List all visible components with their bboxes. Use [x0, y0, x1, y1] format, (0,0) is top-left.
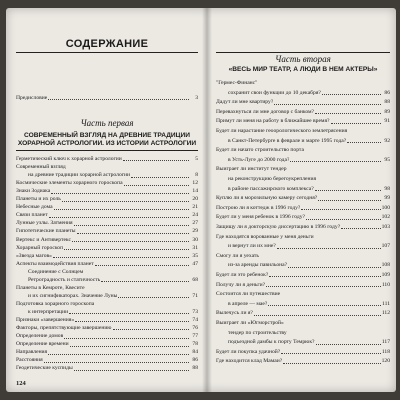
toc-entry-page: 84 — [192, 349, 198, 356]
leader-dots — [315, 190, 381, 191]
toc-entry-title: Определение домов — [16, 333, 64, 340]
toc-entry-page: 30 — [192, 236, 198, 243]
toc-entry-title: Вылечусь ли я? — [216, 310, 253, 317]
toc-entry-title: Планеты в Кемроте, Квесите — [16, 284, 85, 291]
leader-dots — [54, 209, 189, 210]
toc-entry[interactable] — [16, 341, 198, 347]
leader-dots — [44, 362, 189, 363]
toc-entry[interactable] — [216, 109, 390, 115]
toc-entry[interactable] — [216, 138, 390, 144]
leader-dots — [318, 200, 381, 201]
toc-entry[interactable] — [216, 272, 390, 278]
toc-entry-title: Где находятся ворованные у меня деньги — [216, 233, 314, 240]
toc-entry-page: 14 — [192, 188, 198, 195]
page-number: 124 — [16, 380, 26, 387]
toc-entry-title: Примут ли меня на работу в ближайшее время? — [216, 118, 330, 125]
toc-entry[interactable] — [216, 330, 390, 336]
toc-entry-page: 103 — [381, 224, 390, 230]
toc-entry-title: Связи планет — [16, 212, 48, 219]
toc-entry-title: Соединение с Солнцем — [28, 268, 84, 275]
book-gutter — [202, 8, 212, 392]
toc-entry[interactable] — [16, 261, 198, 267]
top-rule — [216, 52, 390, 53]
leader-dots — [288, 267, 380, 268]
toc-entry-title: Будет ли покупка удачной? — [216, 348, 281, 355]
toc-entry[interactable] — [216, 90, 390, 96]
toc-entry-page: 74 — [192, 317, 198, 323]
leader-dots — [124, 185, 189, 186]
leader-dots — [277, 248, 381, 249]
toc-entry-title: Лунные узлы. Затмения — [16, 220, 73, 227]
toc-entry-title: Знаки Зодиака — [16, 188, 51, 195]
toc-entry-title: Герметический ключ к хорарной астрологии — [16, 156, 122, 162]
toc-entry-page: 108 — [381, 262, 390, 269]
leader-dots — [72, 241, 189, 242]
toc-entry-page: 99 — [384, 195, 390, 202]
toc-entry-title: Будет ли нарастание геоорологического землетрясения — [216, 128, 348, 134]
toc-entry[interactable] — [16, 269, 198, 275]
toc-entry-title: сохранит свои функции до 10 декабря? — [228, 89, 321, 96]
toc-entry[interactable] — [16, 204, 198, 210]
toc-entry-page: 89 — [384, 108, 390, 115]
toc-entry-page: 71 — [192, 292, 198, 299]
toc-entry[interactable] — [16, 188, 198, 194]
toc-entry[interactable] — [16, 301, 198, 307]
leader-dots — [269, 276, 380, 277]
leader-dots — [74, 370, 189, 371]
toc-entry-title: Небесные дома — [16, 204, 53, 211]
toc-entry-title: Будет ли начато строительство порта — [216, 147, 304, 154]
leader-dots — [49, 217, 189, 218]
toc-entry-title: Где находится клад Мамаи? — [216, 358, 283, 365]
toc-entry[interactable] — [16, 253, 198, 259]
toc-entry-title: Факторы, препятствующие завершению — [16, 325, 112, 332]
toc-entry-title: в районе пассажирского комплекса? — [228, 185, 314, 192]
toc-entry[interactable] — [216, 262, 390, 268]
toc-entry-page: 91 — [384, 118, 390, 125]
toc-entry[interactable] — [216, 291, 390, 297]
toc-entry-title: на древние традиции хорарной астрологии — [28, 172, 131, 179]
toc-entry-page: 86 — [192, 357, 198, 364]
part-one-title-line-2: ХОРАРНОЙ АСТРОЛОГИИ. ИЗ ИСТОРИИ АСТРОЛОГИИ — [17, 140, 197, 147]
leader-dots — [69, 313, 189, 314]
leader-dots — [274, 104, 381, 105]
toc-entry-page: 68 — [192, 276, 198, 283]
toc-entry[interactable] — [16, 212, 198, 218]
leader-dots — [316, 344, 381, 345]
part-two-label: Часть вторая — [275, 54, 331, 64]
toc-entry-page: 120 — [381, 358, 390, 365]
toc-entry-title: Смогу ли я уехать — [216, 252, 259, 259]
leader-dots — [62, 201, 189, 202]
leader-dots — [283, 363, 380, 364]
toc-entry-title: Планеты и их роль — [16, 196, 61, 203]
leader-dots — [48, 354, 189, 355]
toc-entry-title: из-за аренды павильона? — [228, 262, 288, 269]
leader-dots — [268, 305, 381, 306]
toc-entry[interactable] — [16, 365, 198, 371]
toc-entry[interactable] — [16, 164, 198, 170]
toc-entry[interactable] — [216, 310, 390, 316]
toc-entry-page: 117 — [381, 339, 390, 346]
toc-entry-page: 20 — [192, 196, 198, 203]
toc-entry-page: 77 — [192, 333, 198, 340]
toc-entry-page: 112 — [381, 310, 390, 317]
left-page — [16, 8, 198, 392]
leader-dots — [95, 265, 189, 266]
toc-entry[interactable] — [216, 128, 390, 134]
leader-dots — [77, 233, 189, 234]
leader-dots — [306, 219, 381, 220]
toc-entry[interactable] — [216, 358, 390, 364]
toc-entry-title: Куплю ли я морозильную камеру сегодня? — [216, 195, 318, 202]
toc-entry[interactable] — [216, 147, 390, 153]
leader-dots — [51, 193, 189, 194]
toc-entry[interactable] — [216, 320, 390, 326]
toc-entry[interactable] — [16, 237, 198, 243]
toc-entry-title: на реконструкцию берегоукрепления — [228, 176, 317, 182]
toc-entry[interactable] — [216, 234, 390, 240]
toc-entry-title: Дадут ли мне квартиру? — [216, 99, 274, 106]
toc-entry-page: 8 — [195, 172, 198, 179]
toc-entry[interactable] — [16, 317, 198, 323]
toc-entry[interactable] — [16, 277, 198, 283]
toc-entry-page: 12 — [192, 180, 198, 187]
leader-dots — [131, 177, 189, 178]
toc-entry-title: Будет ли это ребенок? — [216, 272, 269, 278]
toc-entry-page: 5 — [195, 156, 198, 162]
toc-entry[interactable] — [216, 99, 390, 105]
toc-entry-title: Определение времени — [16, 341, 69, 348]
toc-entry[interactable] — [16, 172, 198, 178]
toc-entry[interactable] — [216, 176, 390, 182]
toc-entry-title: Ретроградность и статичность — [28, 276, 101, 283]
leader-dots — [315, 113, 381, 114]
toc-entry[interactable] — [16, 156, 198, 162]
toc-entry[interactable] — [16, 180, 198, 186]
toc-entry-title: Вертекс и Антивертекс — [16, 236, 71, 243]
toc-entry-title: Хорарный гороскоп — [16, 244, 64, 251]
leader-dots — [75, 321, 189, 322]
toc-entry-page: 92 — [384, 137, 390, 144]
toc-entry-title: и вернут ли их мне? — [228, 243, 276, 250]
toc-entry-title: Перевахнуться ли мне договор с банком? — [216, 108, 315, 115]
toc-entry[interactable] — [16, 228, 198, 234]
leader-dots — [53, 257, 189, 258]
title-rule — [16, 52, 198, 53]
toc-entry-title: Современный взгляд — [16, 164, 66, 171]
toc-entry[interactable] — [16, 309, 198, 315]
toc-entry-preface[interactable]: Предисловие 3 — [16, 95, 198, 101]
toc-entry-page: 76 — [192, 325, 198, 332]
toc-entry[interactable] — [16, 325, 198, 331]
toc-entry-title: в апреле — мае? — [228, 300, 268, 307]
toc-entry-page: 27 — [192, 220, 198, 227]
toc-entry-page: 86 — [384, 89, 390, 96]
toc-entry-title: Защищу ли я докторскую диссертацию в 1996 году? — [216, 224, 341, 230]
toc-entry-page: 21 — [192, 204, 198, 211]
toc-entry[interactable] — [216, 253, 390, 259]
toc-entry-page: 109 — [381, 272, 390, 278]
toc-entry-title: Гипотетические планеты — [16, 228, 76, 235]
toc-entry-page: 47 — [192, 260, 198, 267]
toc-entry[interactable] — [16, 333, 198, 339]
toc-entry-title: Будет ли у меня ребенок в 1996 году? — [216, 214, 306, 221]
toc-entry-page: 24 — [192, 212, 198, 219]
leader-dots — [118, 297, 189, 298]
toc-entry-title: Признаки «завершения» — [16, 317, 75, 323]
toc-entry[interactable] — [216, 80, 390, 86]
toc-entry-page: 102 — [381, 214, 390, 221]
toc-entry[interactable] — [216, 349, 390, 355]
toc-entry-title: Аспекты взаимодействия планет — [16, 260, 94, 267]
toc-entry-page: 88 — [192, 365, 198, 372]
leader-dots — [70, 346, 189, 347]
toc-entry-page: 100 — [381, 204, 390, 211]
toc-entry[interactable] — [216, 157, 390, 163]
toc-entry-title: в Санкт-Петербурге в феврале и марте 1995 года? — [228, 137, 347, 144]
leader-dots — [64, 338, 189, 339]
toc-entry-title: Космические элементы хорарного гороскопа — [16, 180, 123, 187]
toc-entry[interactable] — [216, 205, 390, 211]
toc-entry[interactable] — [216, 195, 390, 201]
toc-entry-page: 29 — [192, 228, 198, 235]
toc-entry-page: 118 — [381, 348, 390, 355]
toc-entry-title: подъездной дамбы к порту Темрюк? — [228, 339, 315, 346]
page-title: СОДЕРЖАНИЕ — [65, 38, 149, 50]
toc-entry-title: Направления — [16, 349, 48, 356]
toc-entry[interactable] — [16, 196, 198, 202]
toc-entry[interactable] — [16, 357, 198, 363]
part-two-title: «ВЕСЬ МИР ТЕАТР, А ЛЮДИ В НЕМ АКТЕРЫ» — [228, 66, 378, 73]
toc-entry[interactable] — [216, 186, 390, 192]
toc-entry-page: 35 — [192, 252, 198, 259]
part-one-title-line-1: СОВРЕМЕННЫЙ ВЗГЛЯД НА ДРЕВНИЕ ТРАДИЦИИ — [24, 132, 190, 139]
toc-entry[interactable] — [216, 214, 390, 220]
book-spread — [6, 8, 396, 392]
toc-entry[interactable] — [216, 166, 390, 172]
leader-dots — [254, 315, 381, 316]
toc-entry[interactable] — [216, 243, 390, 249]
toc-entry[interactable] — [16, 349, 198, 355]
toc-entry-title: "Гермес-Финанс" — [216, 80, 258, 86]
part-one-label: Часть первая — [80, 118, 134, 128]
leader-dots — [331, 123, 381, 124]
toc-entry[interactable] — [16, 285, 198, 291]
leader-dots — [123, 160, 189, 161]
toc-entry[interactable] — [216, 118, 390, 124]
leader-dots — [266, 286, 381, 287]
toc-entry-title: в Усть-Луге до 2000 года? — [228, 156, 290, 163]
toc-entry-title: Получу ли я деньги? — [216, 281, 266, 288]
toc-entry-page: 88 — [384, 99, 390, 106]
part-one-rule — [16, 150, 198, 151]
toc-entry-title: Подготовка хорарного гороскопа — [16, 300, 95, 307]
leader-dots — [347, 142, 381, 143]
toc-entry[interactable] — [216, 301, 390, 307]
toc-entry[interactable] — [216, 224, 390, 230]
toc-entry-page: 31 — [192, 244, 198, 251]
toc-entry-page: 95 — [384, 156, 390, 163]
toc-entry-page: 110 — [381, 281, 390, 288]
toc-entry[interactable] — [16, 245, 198, 251]
toc-entry-title: Построю ли я коттедж в 1996 году? — [216, 204, 301, 211]
toc-entry-page: 107 — [381, 243, 390, 250]
toc-entry[interactable] — [16, 293, 198, 299]
right-page — [216, 8, 390, 392]
leader-dots — [101, 281, 189, 282]
toc-entry-page: 111 — [382, 300, 390, 307]
toc-entry-title: к интерпретации — [28, 308, 69, 315]
leader-dots — [113, 329, 190, 330]
toc-entry-page: 73 — [192, 308, 198, 315]
toc-entry-title: Выиграет ли «Югморстрой» — [216, 320, 284, 326]
toc-entry-title: тендер по строительству — [228, 329, 287, 336]
leader-dots — [301, 209, 380, 210]
toc-entry-page: 98 — [384, 185, 390, 192]
leader-dots — [322, 94, 381, 95]
leader-dots — [64, 249, 189, 250]
leader-dots — [281, 353, 381, 354]
toc-entry[interactable] — [216, 282, 390, 288]
toc-entry[interactable] — [16, 220, 198, 226]
leader-dots — [74, 225, 189, 226]
toc-entry-page: 78 — [192, 341, 198, 348]
toc-entry-title: «Звезда магов» — [16, 252, 52, 259]
toc-entry-title: Состоится ли путешествие — [216, 291, 281, 298]
toc-entry-title: Расстояния — [16, 357, 43, 364]
toc-entry[interactable] — [216, 339, 390, 345]
toc-entry-title: Выиграет ли институт тендер — [216, 166, 287, 173]
toc-entry-title: Геодетические куспиды — [16, 365, 73, 372]
leader-dots — [341, 228, 380, 229]
leader-dots — [290, 161, 381, 162]
toc-entry-title: и их сигнификаторах. Значение Луны — [28, 292, 118, 299]
